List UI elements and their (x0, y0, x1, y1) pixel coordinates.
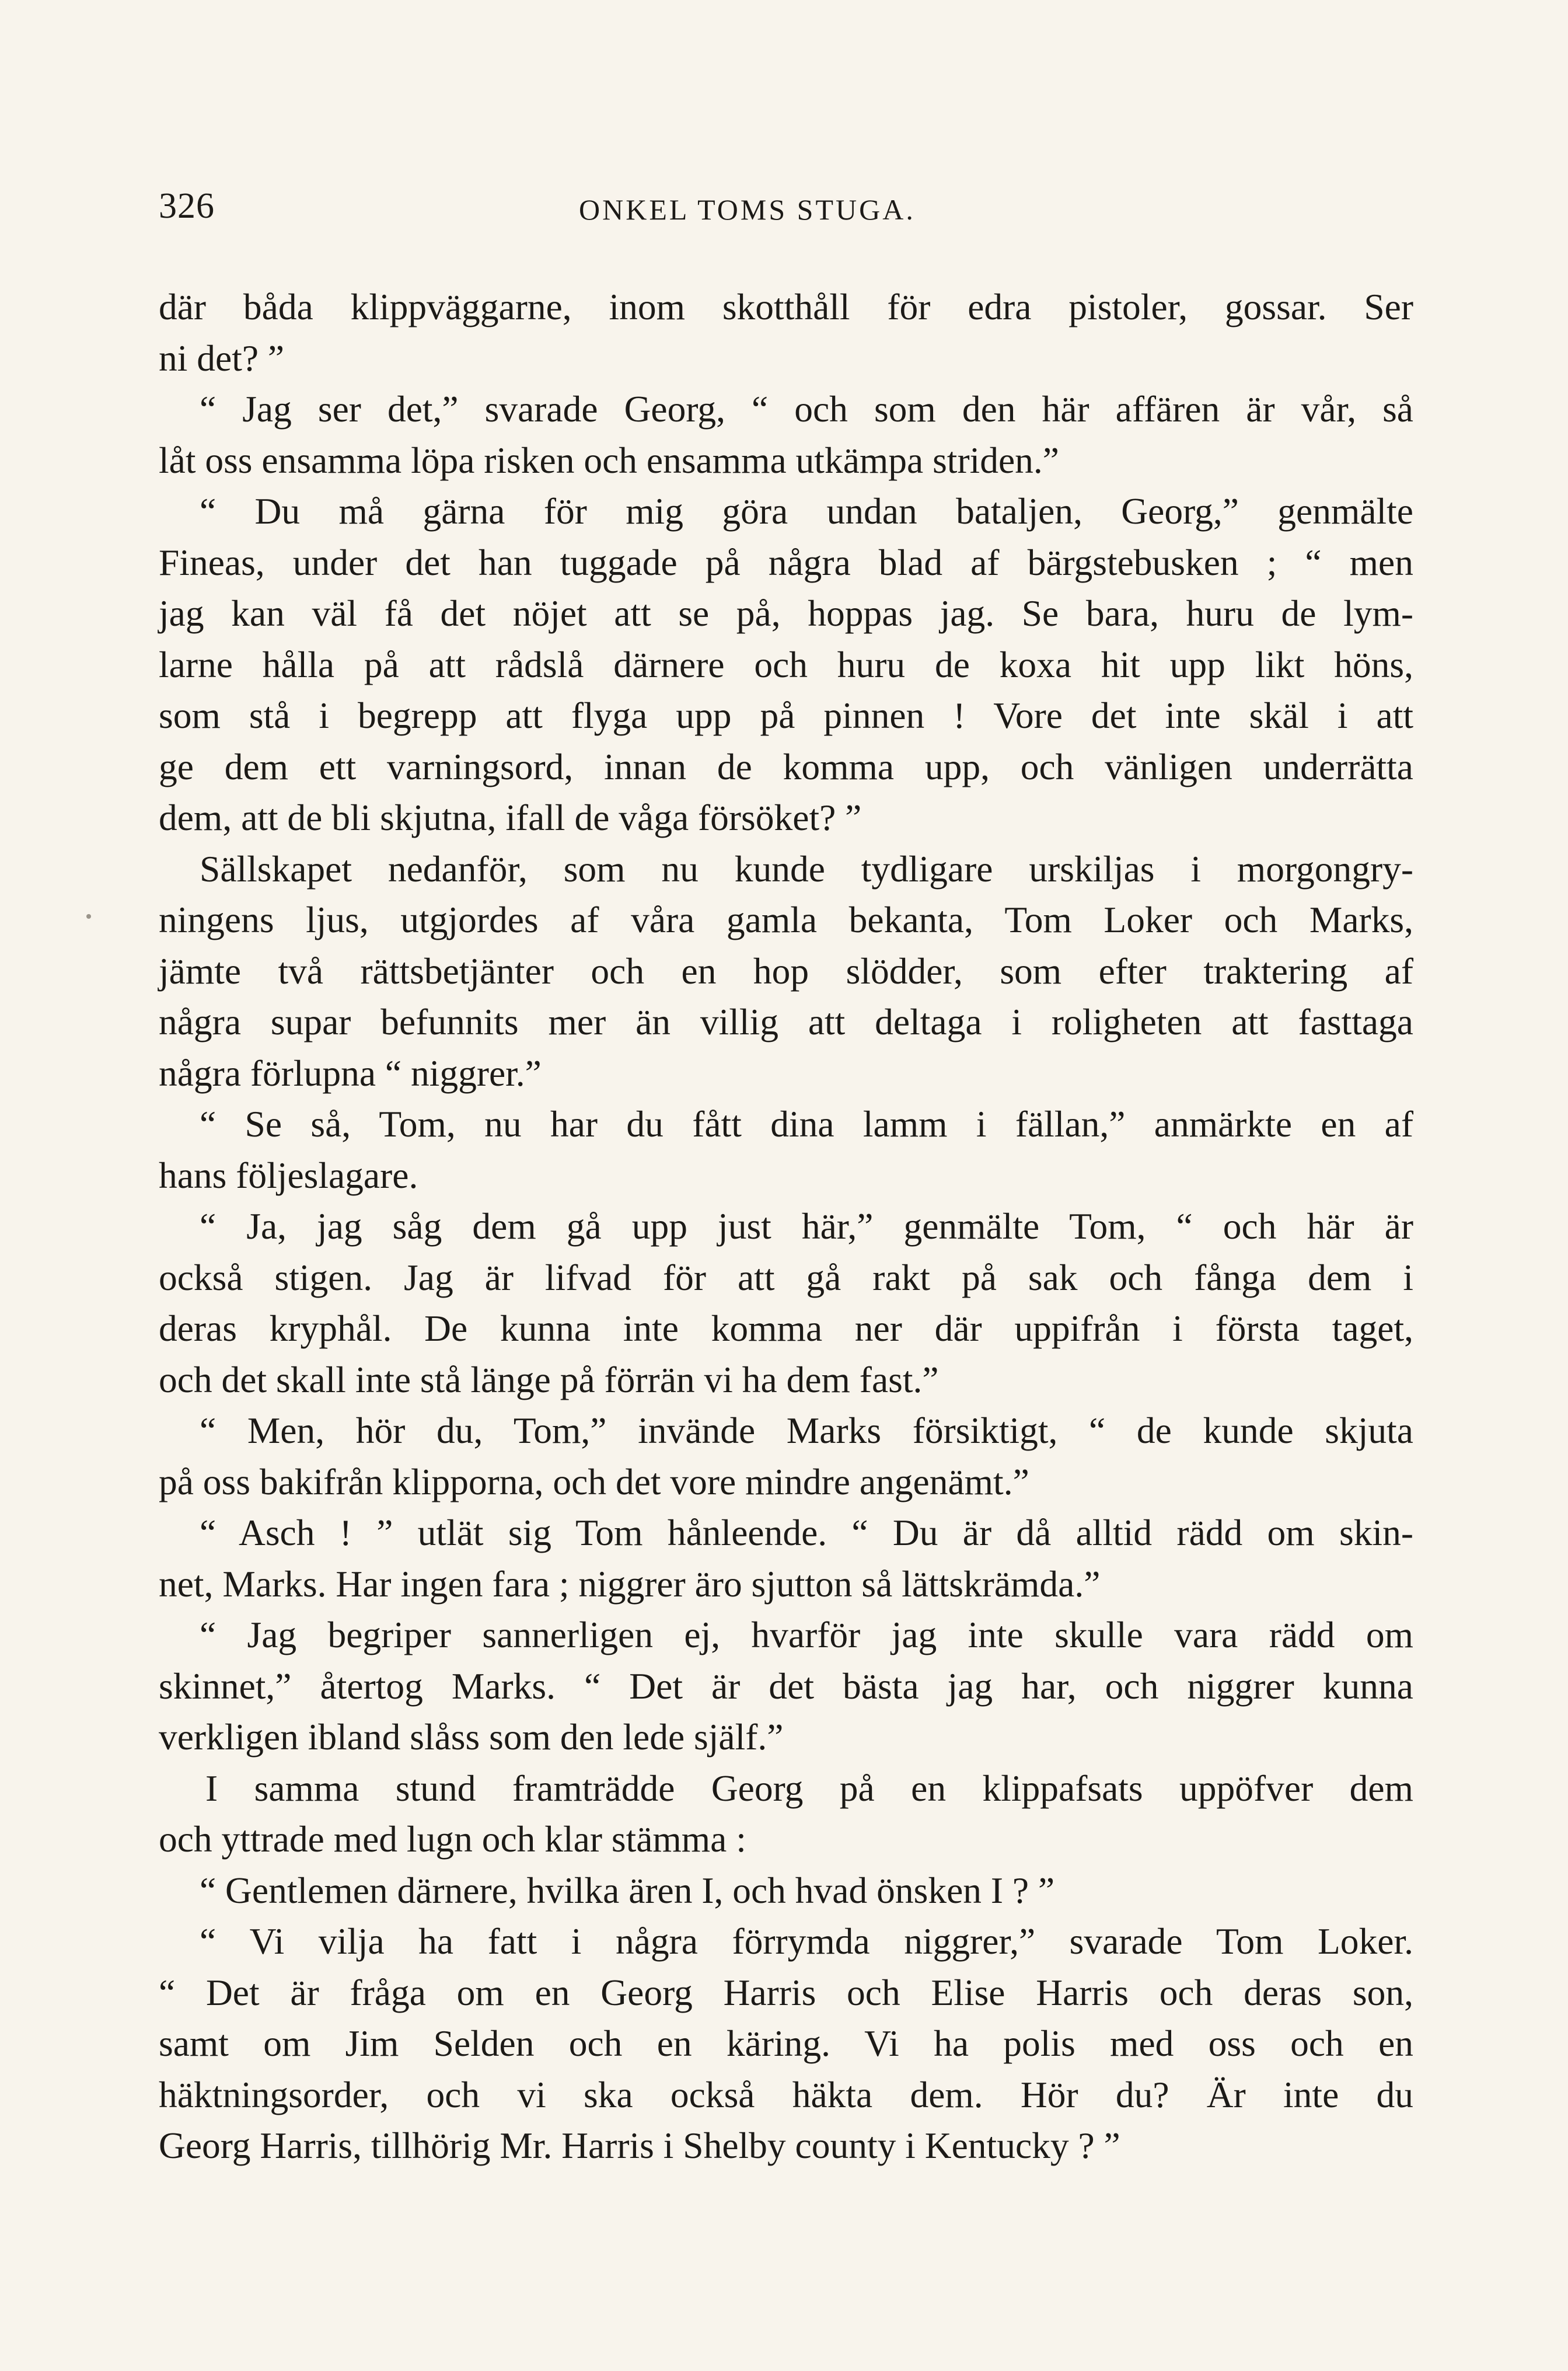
text-line: Sällskapet nedanför, som nu kunde tydligare urskiljas i morgongry- (200, 848, 1413, 890)
text-line: “ Se så, Tom, nu har du fått dina lamm i fällan,” anmärkte en af (200, 1103, 1413, 1145)
text-line: samt om Jim Selden och en käring. Vi ha polis med oss och en (159, 2023, 1413, 2064)
text-line: på oss bakifrån klipporna, och det vore mindre angenämt.” (159, 1460, 1029, 1502)
text-line: några förlupna “ niggrer.” (159, 1052, 542, 1094)
text-line: ningens ljus, utgjordes af våra gamla bekanta, Tom Loker och Marks, (159, 899, 1413, 940)
text-line: dem, att de bli skjutna, ifall de våga försöket? ” (159, 797, 862, 838)
text-line: ni det? ” (159, 337, 285, 379)
text-line: ge dem ett varningsord, innan de komma upp, och vänligen underrätta (159, 745, 1413, 787)
text-line: “ Det är fråga om en Georg Harris och Elise Harris och deras son, (159, 1971, 1413, 2013)
text-line: Georg Harris, tillhörig Mr. Harris i Shelby county i Kentucky ? ” (159, 2125, 1120, 2166)
text-line: som stå i begrepp att flyga upp på pinnen ! Vore det inte skäl i att (159, 695, 1413, 736)
text-line: också stigen. Jag är lifvad för att gå rakt på sak och fånga dem i (159, 1256, 1413, 1298)
text-line: “ Jag ser det,” svarade Georg, “ och som den här affären är vår, så (200, 388, 1413, 430)
text-line: häktningsorder, och vi ska också häkta dem. Hör du? Är inte du (159, 2073, 1413, 2115)
running-title: ONKEL TOMS STUGA. (579, 193, 916, 226)
body-text (159, 281, 1413, 2171)
text-line: och yttrade med lugn och klar stämma : (159, 1818, 746, 1860)
text-line: verkligen ibland slåss som den lede själf.” (159, 1716, 784, 1758)
margin-speck (86, 914, 91, 919)
text-line: I samma stund framträdde Georg på en klippafsats uppöfver dem (205, 1767, 1413, 1809)
text-line: “ Gentlemen därnere, hvilka ären I, och hvad önsken I ? ” (200, 1869, 1055, 1911)
text-line: och det skall inte stå länge på förrän vi ha dem fast.” (159, 1358, 939, 1400)
page-number: 326 (159, 186, 215, 226)
text-line: där båda klippväggarne, inom skotthåll för edra pistoler, gossar. Ser (159, 286, 1413, 327)
text-line: larne hålla på att rådslå därnere och huru de koxa hit upp likt höns, (159, 643, 1413, 685)
text-line: jämte två rättsbetjänter och en hop slödder, som efter traktering af (159, 950, 1413, 992)
text-line: “ Du må gärna för mig göra undan bataljen, Georg,” genmälte (200, 490, 1413, 532)
page-header (159, 186, 1413, 232)
text-line: “ Jag begriper sannerligen ej, hvarför jag inte skulle vara rädd om (200, 1614, 1413, 1655)
text-line: skinnet,” återtog Marks. “ Det är det bästa jag har, och niggrer kunna (159, 1665, 1413, 1707)
text-line: “ Men, hör du, Tom,” invände Marks försiktigt, “ de kunde skjuta (200, 1410, 1413, 1451)
text-line: deras kryphål. De kunna inte komma ner där uppifrån i första taget, (159, 1307, 1413, 1349)
text-line: “ Vi vilja ha fatt i några förrymda niggrer,” svarade Tom Loker. (200, 1920, 1413, 1962)
text-line: “ Ja, jag såg dem gå upp just här,” genmälte Tom, “ och här är (200, 1205, 1413, 1247)
text-line: hans följeslagare. (159, 1154, 418, 1196)
text-line: Fineas, under det han tuggade på några blad af bärgstebusken ; “ men (159, 541, 1413, 583)
text-line: några supar befunnits mer än villig att deltaga i roligheten att fasttaga (159, 1001, 1413, 1042)
text-line: jag kan väl få det nöjet att se på, hoppas jag. Se bara, huru de lym- (159, 592, 1413, 634)
text-line: låt oss ensamma löpa risken och ensamma utkämpa striden.” (159, 439, 1059, 481)
text-line: net, Marks. Har ingen fara ; niggrer äro sjutton så lättskrämda.” (159, 1563, 1101, 1605)
text-line: “ Asch ! ” utlät sig Tom hånleende. “ Du är då alltid rädd om skin- (200, 1512, 1413, 1553)
